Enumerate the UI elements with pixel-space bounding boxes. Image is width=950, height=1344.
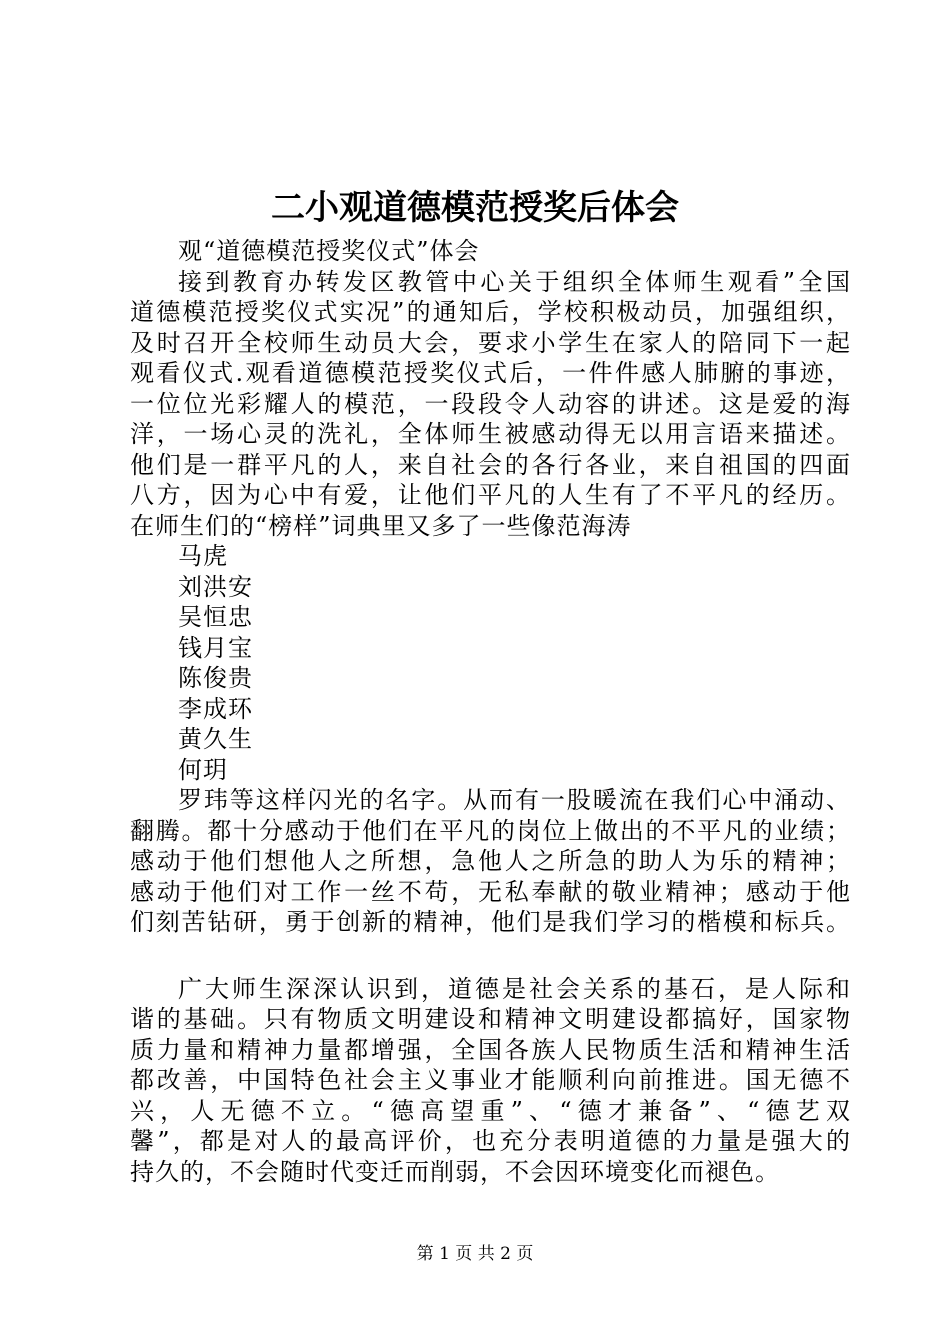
name-list-item: 何玥	[178, 755, 228, 784]
name-list-item: 刘洪安	[178, 572, 253, 601]
paragraph3-line: 兴，人无德不立。“德高望重”、“德才兼备”、“德艺双	[130, 1096, 850, 1125]
paragraph1-line: 一位位光彩耀人的模范，一段段令人动容的讲述。这是爱的海	[130, 389, 850, 418]
paragraph1-line: 他们是一群平凡的人，来自社会的各行各业，来自祖国的四面	[130, 450, 850, 479]
name-list-item: 李成环	[178, 694, 253, 723]
paragraph3-line: 持久的，不会随时代变迁而削弱，不会因环境变化而褪色。	[130, 1157, 780, 1186]
paragraph3-line: 广大师生深深认识到，道德是社会关系的基石，是人际和	[178, 974, 850, 1003]
name-list-item: 马虎	[178, 542, 228, 570]
paragraph3-line: 谐的基础。只有物质文明建设和精神文明建设都搞好，国家物	[130, 1005, 850, 1033]
paragraph1-line: 及时召开全校师生动员大会，要求小学生在家人的陪同下一起	[130, 328, 850, 357]
paragraph1-line: 洋，一场心灵的洗礼，全体师生被感动得无以用言语来描述。	[130, 420, 850, 448]
subtitle-line: 观“道德模范授奖仪式”体会	[178, 237, 480, 265]
paragraph2-line: 感动于他们想他人之所想，急他人之所急的助人为乐的精神；	[130, 847, 850, 875]
paragraph3-line: 都改善，中国特色社会主义事业才能顺利向前推进。国无德不	[130, 1066, 850, 1094]
paragraph1-line: 在师生们的“榜样”词典里又多了一些像范海涛	[130, 511, 632, 540]
name-list-item: 黄久生	[178, 725, 253, 753]
document-title: 二小观道德模范授奖后体会	[271, 188, 679, 228]
document-body	[130, 236, 850, 1187]
paragraph1-line: 道德模范授奖仪式实况”的通知后，学校积极动员，加强组织，	[130, 298, 850, 326]
paragraph1-line: 观看仪式.观看道德模范授奖仪式后，一件件感人肺腑的事迹，	[130, 359, 850, 387]
paragraph3-line: 馨”，都是对人的最高评价，也充分表明道德的力量是强大的	[130, 1127, 850, 1155]
paragraph3-line: 质力量和精神力量都增强，全国各族人民物质生活和精神生活	[130, 1035, 850, 1064]
paragraph1-line: 八方，因为心中有爱，让他们平凡的人生有了不平凡的经历。	[130, 481, 850, 509]
paragraph2-line: 感动于他们对工作一丝不苟，无私奉献的敬业精神；感动于他	[130, 877, 850, 906]
paragraph2-line: 们刻苦钻研，勇于创新的精神，他们是我们学习的楷模和标兵。	[130, 908, 850, 936]
name-list-item: 陈俊贵	[178, 664, 253, 692]
name-list-item: 吴恒忠	[178, 603, 253, 631]
name-list-item: 钱月宝	[178, 633, 253, 662]
paragraph2-line: 翻腾。都十分感动于他们在平凡的岗位上做出的不平凡的业绩；	[130, 816, 850, 845]
paragraph-gap	[130, 938, 850, 974]
paragraph2-line: 罗玮等这样闪光的名字。从而有一股暖流在我们心中涌动、	[178, 786, 850, 814]
paragraph1-line: 接到教育办转发区教管中心关于组织全体师生观看”全国	[178, 267, 850, 296]
page-number-footer: 第 1 页 共 2 页	[416, 1244, 534, 1264]
